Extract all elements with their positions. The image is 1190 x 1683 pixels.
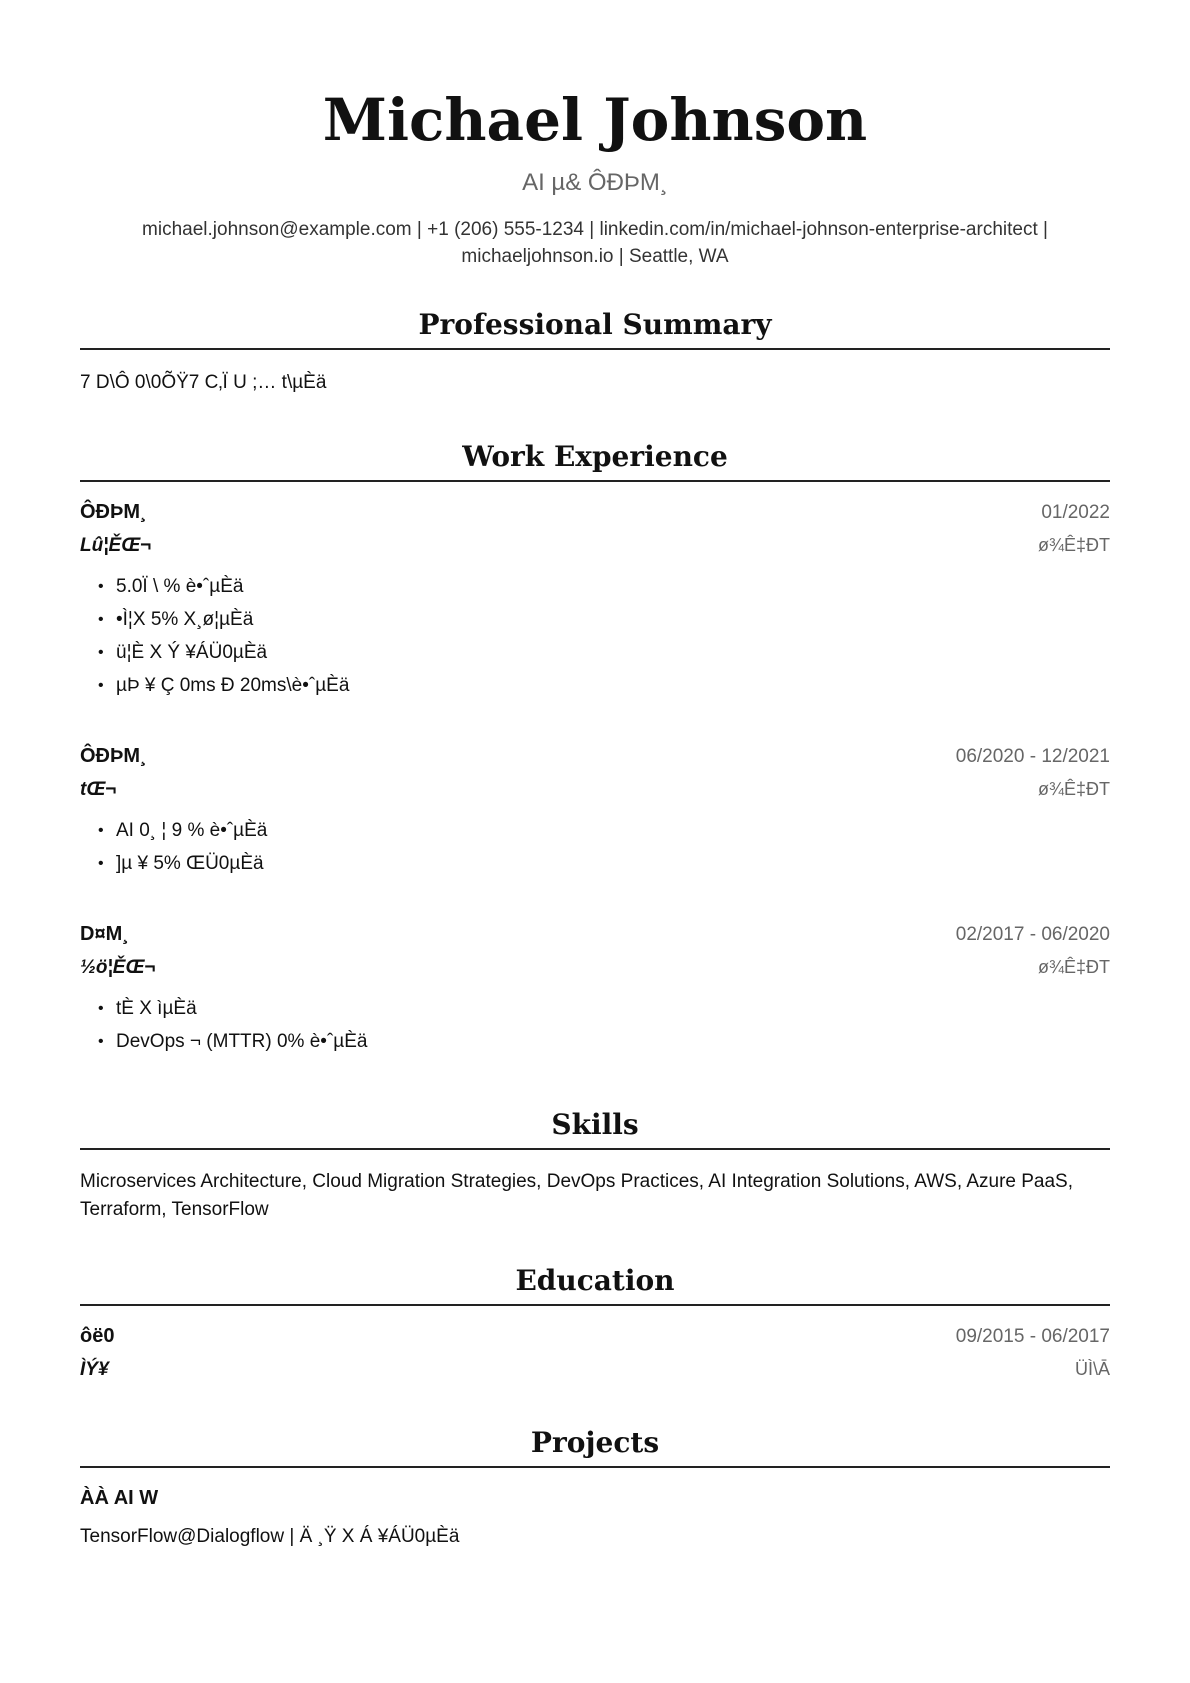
job-entry	[80, 498, 1110, 702]
project-description: TensorFlow@Dialogflow | Ä ¸Ÿ X Á ¥ÁÜ0µÈä	[80, 1526, 460, 1547]
education-section	[80, 1264, 1110, 1384]
job-title: ÔÐÞM¸	[80, 501, 147, 523]
job-bullet: • ]µ ¥ 5% ŒÜ0µÈä	[98, 847, 1110, 880]
project-title: ÀÀ AI W	[80, 1487, 159, 1509]
job-location: ø¾Ê‡ÐT	[1037, 957, 1110, 977]
education-location: ÜÌ\Ā	[1074, 1359, 1110, 1379]
job-bullet: • 5.0Ï \ % è•ˆµÈä	[98, 570, 1110, 603]
skills-text: Microservices Architecture, Cloud Migration Strategies, DevOps Practices, AI Integration Solutions, AWS, Azure PaaS, Terraform, TensorFlow	[80, 1171, 1074, 1220]
job-bullets	[80, 570, 1110, 702]
section-heading-skills: Skills	[80, 1108, 1110, 1150]
job-date: 02/2017 - 06/2020	[955, 924, 1110, 945]
contact-line-1: michael.johnson@example.com | +1 (206) 555-1234 | linkedin.com/in/michael-johnson-enterprise-architect |	[142, 219, 1048, 240]
job-entry	[80, 920, 1110, 1058]
job-date: 06/2020 - 12/2021	[955, 746, 1110, 767]
contact-info	[80, 216, 1110, 270]
education-school: ÌÝ¥	[80, 1359, 109, 1380]
job-location: ø¾Ê‡ÐT	[1037, 779, 1110, 799]
section-heading-projects: Projects	[80, 1426, 1110, 1468]
experience-section	[80, 440, 1110, 1058]
job-location: ø¾Ê‡ÐT	[1037, 535, 1110, 555]
education-date: 09/2015 - 06/2017	[955, 1326, 1110, 1347]
summary-section	[80, 308, 1110, 396]
section-heading-experience: Work Experience	[80, 440, 1110, 482]
candidate-subtitle: AI µ& ÔÐÞM¸	[522, 169, 668, 196]
job-bullet: • DevOps ¬ (MTTR) 0% è•ˆµÈä	[98, 1025, 1110, 1058]
section-heading-education: Education	[80, 1264, 1110, 1306]
summary-text: 7 D\Ô 0\0ÕŸ7 C‚Ï U ;… t\µÈä	[80, 372, 327, 393]
job-bullet: • tÈ X ìµÈä	[98, 992, 1110, 1025]
job-entry	[80, 742, 1110, 880]
job-bullet: • •Ì¦X 5% X¸ø¦µÈä	[98, 603, 1110, 636]
projects-section	[80, 1426, 1110, 1550]
job-bullet: • AI 0¸ ¦ 9 % è•ˆµÈä	[98, 814, 1110, 847]
candidate-name: Michael Johnson	[322, 86, 868, 154]
education-degree: ôë0	[80, 1325, 115, 1347]
job-company: Lû¦ĚŒ¬	[80, 535, 152, 556]
job-bullet: • µÞ ¥ Ç 0ms Ð 20ms\è•ˆµÈä	[98, 669, 1110, 702]
job-title: D¤M¸	[80, 923, 129, 945]
resume-header	[80, 0, 1110, 270]
skills-section	[80, 1108, 1110, 1224]
job-bullet: • ü¦È X Ý ¥ÁÜ0µÈä	[98, 636, 1110, 669]
job-company: tŒ¬	[80, 779, 117, 800]
job-bullets	[80, 992, 1110, 1058]
job-date: 01/2022	[1041, 502, 1110, 523]
job-bullets	[80, 814, 1110, 880]
education-entry	[80, 1322, 1110, 1384]
job-company: ½ö¦ĚŒ¬	[80, 957, 156, 978]
contact-line-2: michaeljohnson.io | Seattle, WA	[461, 246, 729, 267]
section-heading-summary: Professional Summary	[80, 308, 1110, 350]
job-title: ÔÐÞM¸	[80, 745, 147, 767]
